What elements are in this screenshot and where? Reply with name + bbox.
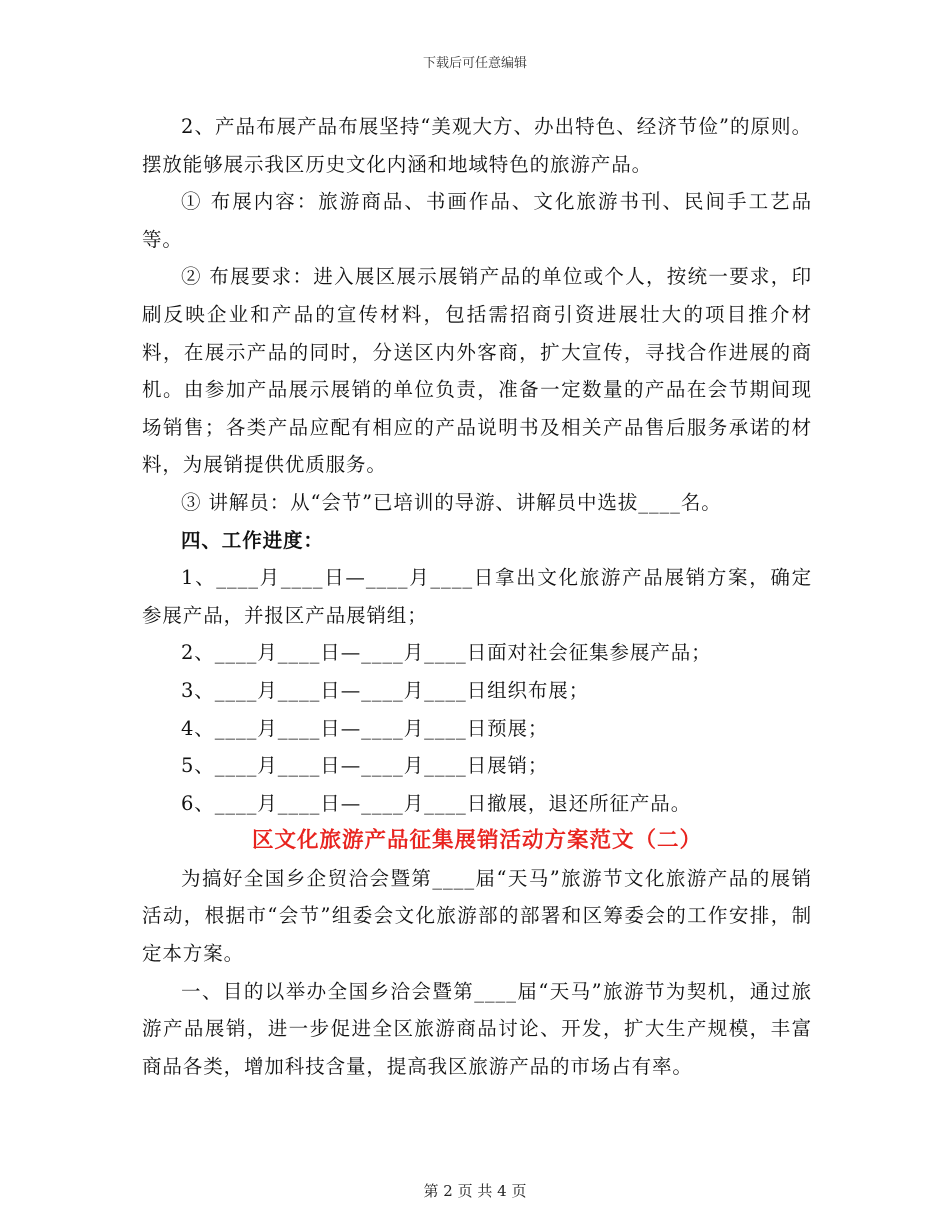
schedule-item: 5、____月____日—____月____日展销；	[181, 754, 549, 778]
schedule-item: 6、____月____日—____月____日撤展，退还所征产品。	[181, 791, 692, 815]
paragraph-guides: ③ 讲解员：从“会节”已培训的导游、讲解员中选拔____名。	[181, 490, 722, 514]
paragraph-exhibition-principle: 2、产品布展产品布展坚持“美观大方、办出特色、经济节俭”的原则。摆放能够展示我区历史文化内涵和地域特色的旅游产品。	[142, 115, 812, 176]
schedule-item: 2、____月____日—____月____日面对社会征集参展产品；	[181, 641, 712, 665]
section-title-work-progress: 四、工作进度：	[181, 528, 324, 552]
page-header-note: 下载后可任意编辑	[422, 56, 527, 71]
schedule-item: 4、____月____日—____月____日预展；	[181, 716, 549, 740]
document-heading: 区文化旅游产品征集展销活动方案范文（二）	[251, 828, 702, 854]
schedule-item: 3、____月____日—____月____日组织布展；	[181, 678, 590, 702]
paragraph-intro: 为搞好全国乡企贸洽会暨第____届“天马”旅游节文化旅游产品的展销活动，根据市“会节”组委会文化旅游部的部署和区筹委会的工作安排，制定本方案。	[142, 866, 812, 966]
page-number: 第 2 页 共 4 页	[423, 1182, 527, 1200]
schedule-item: 1、____月____日—____月____日拿出文化旅游产品展销方案，确定参展产品，并报区产品展销组；	[142, 566, 812, 627]
paragraph-exhibition-content: ① 布展内容：旅游商品、书画作品、文化旅游书刊、民间手工艺品等。	[142, 190, 812, 251]
document-body	[142, 108, 812, 1085]
paragraph-purpose: 一、目的以举办全国乡洽会暨第____届“天马”旅游节为契机，通过旅游产品展销，进一步促进全区旅游商品讨论、开发，扩大生产规模，丰富商品各类，增加科技含量，提高我区旅游产品的市场占有率。	[142, 979, 812, 1078]
paragraph-exhibition-requirements: ② 布展要求：进入展区展示展销产品的单位或个人，按统一要求，印刷反映企业和产品的宣传材料，包括需招商引资进展壮大的项目推介材料，在展示产品的同时，分送区内外客商，扩大宣传，寻找合作进展的商机。由参加产品展示展销的单位负责，准备一定数量的产品在会节期间现场销售；各类产品应配有相应的产品说明书及相关产品售后服务承诺的材料，为展销提供优质服务。	[142, 265, 812, 477]
